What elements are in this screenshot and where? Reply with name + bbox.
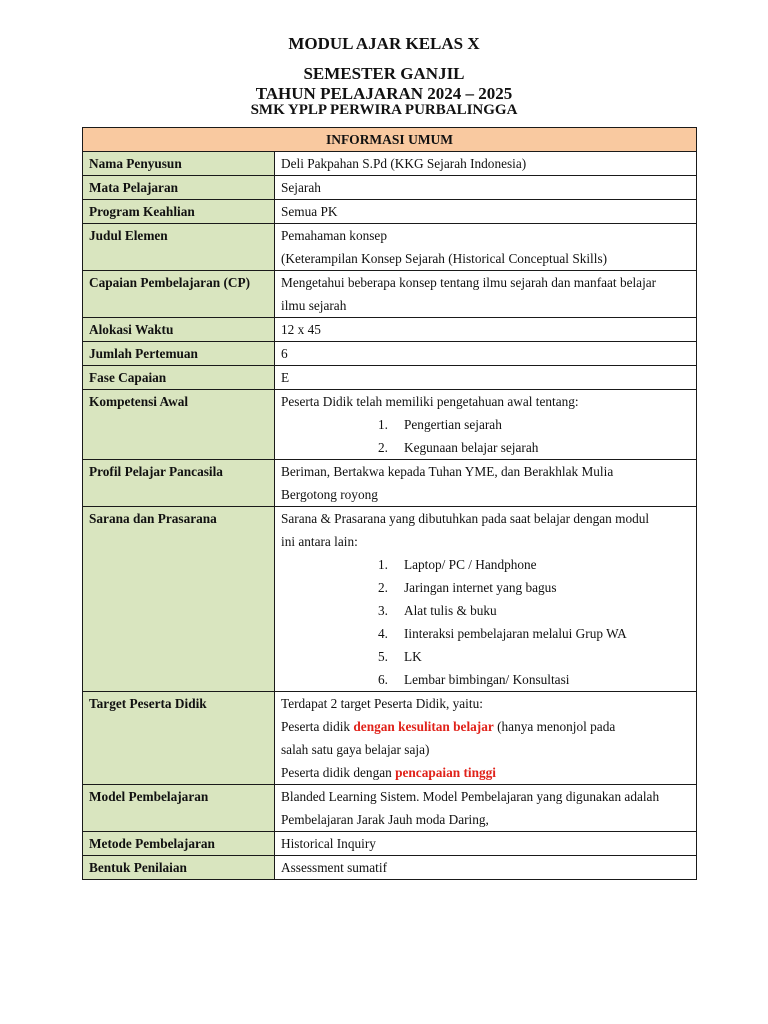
row-label-kompetensi-awal: Kompetensi Awal: [83, 390, 275, 460]
row-label-mata-pelajaran: Mata Pelajaran: [83, 176, 275, 200]
row-label-alokasi-waktu: Alokasi Waktu: [83, 318, 275, 342]
kompetensi-intro: Peserta Didik telah memiliki pengetahuan awal tentang:: [281, 394, 579, 409]
list-number: 1.: [378, 417, 388, 432]
model-line-2: Pembelajaran Jarak Jauh moda Daring,: [281, 812, 489, 827]
row-value-jumlah-pertemuan: 6: [275, 342, 697, 366]
table-row: [83, 390, 697, 460]
target-text: Peserta didik dengan: [281, 765, 396, 780]
capaian-line-2: ilmu sejarah: [281, 298, 347, 313]
row-value-program-keahlian: Semua PK: [275, 200, 697, 224]
table-row: [83, 271, 697, 318]
list-text: Jaringan internet yang bagus: [404, 580, 557, 595]
table-row: [83, 366, 697, 390]
table-row: [83, 692, 697, 785]
table-row: [83, 507, 697, 692]
list-number: 2.: [378, 580, 388, 595]
table-row: [83, 176, 697, 200]
judul-elemen-line-2: (Keterampilan Konsep Sejarah (Historical Conceptual Skills): [281, 251, 608, 266]
row-label-sarana: Sarana dan Prasarana: [83, 507, 275, 692]
row-value-profil-pelajar: [275, 460, 697, 507]
row-label-nama-penyusun: Nama Penyusun: [83, 152, 275, 176]
academic-year-title: TAHUN PELAJARAN 2024 – 2025: [255, 84, 513, 103]
document-title: MODUL AJAR KELAS X: [288, 34, 480, 53]
table-header: INFORMASI UMUM: [83, 128, 697, 152]
semester-title: SEMESTER GANJIL: [303, 64, 465, 83]
row-value-target: [275, 692, 697, 785]
row-value-metode: Historical Inquiry: [275, 832, 697, 856]
model-line-1: Blanded Learning Sistem. Model Pembelajaran yang digunakan adalah: [281, 789, 660, 804]
kompetensi-list: [281, 413, 690, 459]
table-row: [83, 152, 697, 176]
list-text: Iinteraksi pembelajaran melalui Grup WA: [404, 626, 627, 641]
row-label-model: Model Pembelajaran: [83, 785, 275, 832]
row-value-sarana: [275, 507, 697, 692]
row-label-target: Target Peserta Didik: [83, 692, 275, 785]
target-text: Peserta didik: [281, 719, 354, 734]
row-label-judul-elemen: Judul Elemen: [83, 224, 275, 271]
row-value-fase-capaian: E: [275, 366, 697, 390]
list-item: [378, 645, 690, 668]
list-number: 4.: [378, 626, 388, 641]
capaian-line-1: Mengetahui beberapa konsep tentang ilmu sejarah dan manfaat belajar: [281, 275, 657, 290]
row-value-nama-penyusun: Deli Pakpahan S.Pd (KKG Sejarah Indonesia): [275, 152, 697, 176]
target-text: (hanya menonjol pada: [493, 719, 616, 734]
table-row: [83, 342, 697, 366]
row-value-capaian: [275, 271, 697, 318]
target-line-3: salah satu gaya belajar saja): [281, 742, 430, 757]
list-item: [378, 553, 690, 576]
row-value-kompetensi-awal: [275, 390, 697, 460]
target-line-4: [281, 761, 690, 784]
list-text: Pengertian sejarah: [404, 417, 502, 432]
list-number: 2.: [378, 440, 388, 455]
table-row: [83, 832, 697, 856]
target-line-2: [281, 715, 690, 738]
sarana-intro-2: ini antara lain:: [281, 534, 358, 549]
list-text: LK: [404, 649, 422, 664]
profil-line-2: Bergotong royong: [281, 487, 378, 502]
sarana-list: [281, 553, 690, 691]
row-label-profil-pelajar: Profil Pelajar Pancasila: [83, 460, 275, 507]
table-row: [83, 856, 697, 880]
row-value-bentuk-penilaian: Assessment sumatif: [275, 856, 697, 880]
list-item: [378, 436, 690, 459]
list-number: 3.: [378, 603, 388, 618]
list-text: Kegunaan belajar sejarah: [404, 440, 539, 455]
table-header-row: [83, 128, 697, 152]
judul-elemen-line-1: Pemahaman konsep: [281, 228, 387, 243]
highlight-text: pencapaian tinggi: [395, 765, 496, 780]
table-row: [83, 318, 697, 342]
row-value-judul-elemen: [275, 224, 697, 271]
list-item: [378, 576, 690, 599]
row-value-model: [275, 785, 697, 832]
table-row: [83, 200, 697, 224]
table-row: [83, 224, 697, 271]
list-item: [378, 599, 690, 622]
profil-line-1: Beriman, Bertakwa kepada Tuhan YME, dan Berakhlak Mulia: [281, 464, 614, 479]
list-number: 5.: [378, 649, 388, 664]
row-value-alokasi-waktu: 12 x 45: [275, 318, 697, 342]
list-text: Laptop/ PC / Handphone: [404, 557, 537, 572]
list-text: Lembar bimbingan/ Konsultasi: [404, 672, 570, 687]
highlight-text: dengan kesulitan belajar: [353, 719, 494, 734]
row-label-metode: Metode Pembelajaran: [83, 832, 275, 856]
list-item: [378, 413, 690, 436]
row-value-mata-pelajaran: Sejarah: [275, 176, 697, 200]
list-text: Alat tulis & buku: [404, 603, 497, 618]
table-row: [83, 785, 697, 832]
list-number: 6.: [378, 672, 388, 687]
row-label-program-keahlian: Program Keahlian: [83, 200, 275, 224]
list-item: [378, 622, 690, 645]
general-info-table: [82, 127, 697, 880]
row-label-jumlah-pertemuan: Jumlah Pertemuan: [83, 342, 275, 366]
school-name: SMK YPLP PERWIRA PURBALINGGA: [250, 102, 518, 118]
row-label-bentuk-penilaian: Bentuk Penilaian: [83, 856, 275, 880]
list-item: [378, 668, 690, 691]
sarana-intro-1: Sarana & Prasarana yang dibutuhkan pada saat belajar dengan modul: [281, 511, 650, 526]
target-line-1: Terdapat 2 target Peserta Didik, yaitu:: [281, 696, 483, 711]
list-number: 1.: [378, 557, 388, 572]
table-row: [83, 460, 697, 507]
row-label-capaian: Capaian Pembelajaran (CP): [83, 271, 275, 318]
row-label-fase-capaian: Fase Capaian: [83, 366, 275, 390]
